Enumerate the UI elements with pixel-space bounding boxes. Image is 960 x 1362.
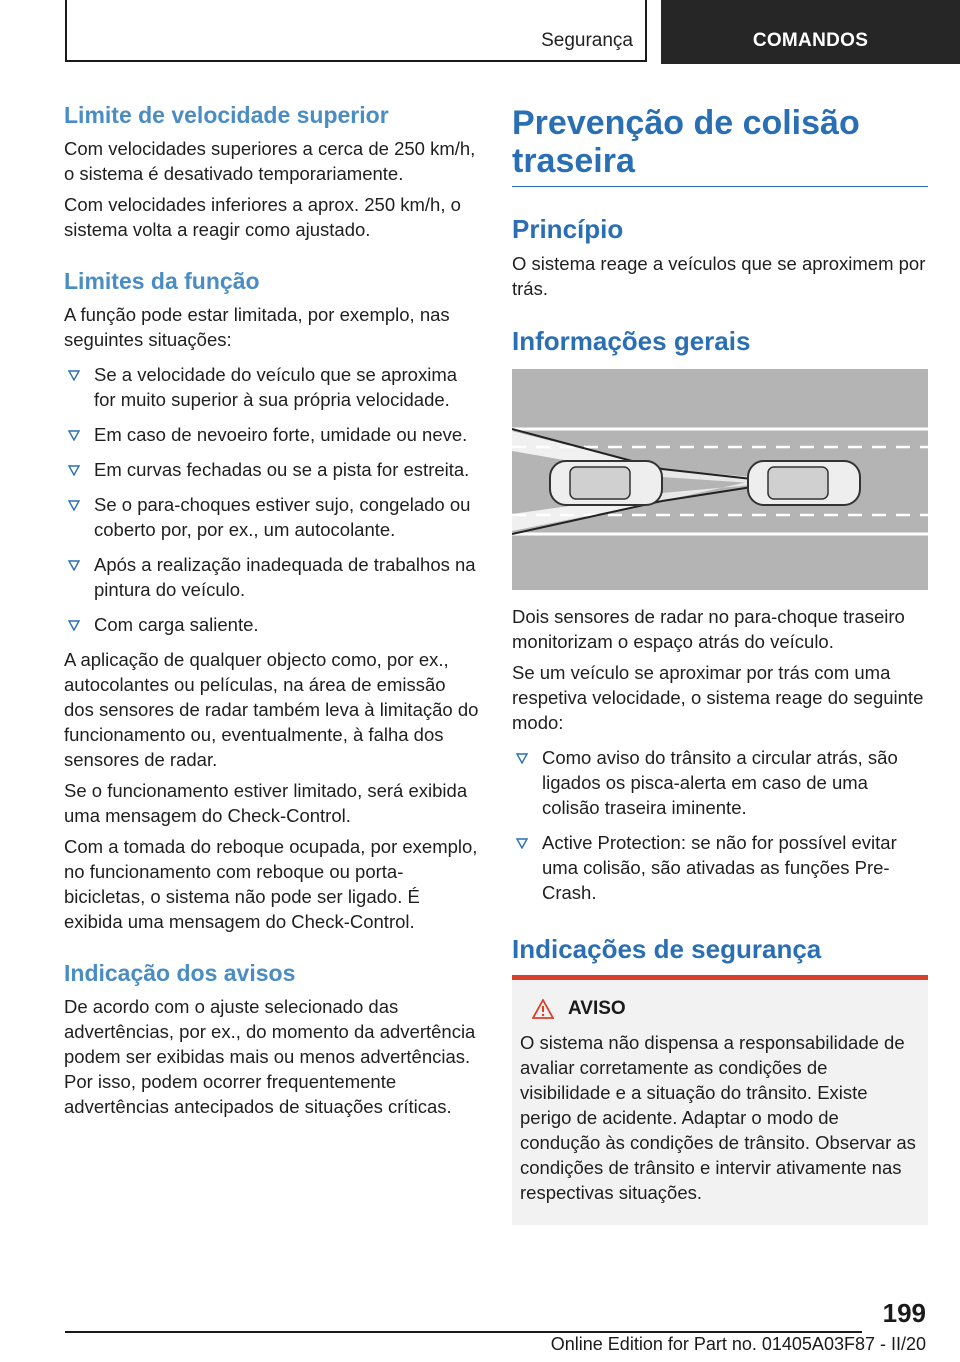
warning-box: [512, 975, 928, 1225]
heading-warning-display: Indicação dos avisos: [64, 960, 296, 986]
bullet-triangle-icon: [68, 500, 80, 511]
rear-radar-illustration: [512, 369, 928, 590]
warning-display-paragraph: De acordo com o ajuste selecionado das advertências, por ex., do momento da advertência podem ser exibidas mais ou menos advertências. Por isso, podem ocorrer frequentemente advertências antecipados de situações críticas.: [64, 996, 476, 1117]
general-info-paragraph-2: Se um veículo se aproximar por trás com uma respetiva velocidade, o sistema reage do seguinte modo:: [512, 662, 924, 733]
list-item: Após a realização inadequada de trabalhos na pintura do veículo.: [64, 552, 480, 602]
general-info-list: [512, 745, 928, 905]
warning-text: O sistema não dispensa a responsabilidade de avaliar corretamente as condições de visibilidade e a situação do trânsito. Existe perigo de acidente. Adaptar o modo de condução às condições de trânsito. Observar as condições de trânsito e intervir ativamente nas respectivas situações.: [520, 1032, 916, 1203]
own-car-icon: [550, 461, 662, 505]
heading-safety-notes: Indicações de segurança: [512, 934, 822, 964]
bullet-triangle-icon: [68, 465, 80, 476]
list-item: Se a velocidade do veículo que se aproxima for muito superior à sua própria velocidade.: [64, 362, 480, 412]
header-section-box: [65, 0, 647, 62]
bullet-triangle-icon: [68, 560, 80, 571]
list-item: Como aviso do trânsito a circular atrás, são ligados os pisca-alerta em caso de uma colisão traseira iminente.: [512, 745, 928, 820]
header-section-label: Segurança: [541, 30, 633, 51]
bullet-triangle-icon: [516, 838, 528, 849]
footer-edition: Online Edition for Part no. 01405A03F87 - II/20: [550, 1334, 926, 1354]
heading-general-info: Informações gerais: [512, 326, 751, 356]
function-limits-intro: A função pode estar limitada, por exemplo, nas seguintes situações:: [64, 304, 450, 350]
approaching-car-icon: [748, 461, 860, 505]
warning-triangle-icon: [532, 999, 554, 1019]
chapter-title: Prevenção de colisão traseira: [512, 104, 928, 187]
header-chapter-label: COMANDOS: [752, 30, 869, 51]
heading-principle: Princípio: [512, 214, 624, 244]
upper-limit-paragraph-2: Com velocidades inferiores a aprox. 250 km/h, o sistema volta a reagir como ajustado.: [64, 194, 461, 240]
function-limits-paragraph-2: Se o funcionamento estiver limitado, será exibida uma mensagem do Check-Control.: [64, 780, 468, 826]
bullet-triangle-icon: [516, 753, 528, 764]
principle-paragraph: O sistema reage a veículos que se aproximem por trás.: [512, 253, 926, 299]
page-number: 199: [882, 1298, 926, 1328]
list-item: Com carga saliente.: [64, 612, 480, 637]
heading-function-limits: Limites da função: [64, 268, 260, 294]
function-limits-paragraph-1: A aplicação de qualquer objecto como, por ex., autocolantes ou películas, na área de emissão dos sensores de radar também leva à limitação do funcionamento ou, eventualmente, à falha dos sensores de radar.: [64, 649, 479, 770]
header-chapter-tab: [661, 0, 960, 64]
list-item: Se o para-choques estiver sujo, congelado ou coberto por, por ex., um autocolante.: [64, 492, 480, 542]
bullet-triangle-icon: [68, 620, 80, 631]
right-column: [512, 104, 928, 1225]
heading-upper-limit: Limite de velocidade superior: [64, 102, 389, 128]
function-limits-list: [64, 362, 480, 637]
list-item: Em caso de nevoeiro forte, umidade ou neve.: [64, 422, 480, 447]
general-info-paragraph-1: Dois sensores de radar no para-choque traseiro monitorizam o espaço atrás do veículo.: [512, 606, 905, 652]
warning-label: AVISO: [568, 998, 626, 1019]
footer-divider: [65, 1331, 862, 1333]
function-limits-paragraph-3: Com a tomada do reboque ocupada, por exemplo, no funcionamento com reboque ou porta-bicicletas, o sistema não pode ser ligado. É exibida uma mensagem do Check-Control.: [64, 836, 478, 932]
upper-limit-paragraph-1: Com velocidades superiores a cerca de 250 km/h, o sistema é desativado temporariamente.: [64, 138, 476, 184]
left-column: [64, 100, 480, 1125]
bullet-triangle-icon: [68, 430, 80, 441]
list-item: Em curvas fechadas ou se a pista for estreita.: [64, 457, 480, 482]
list-item: Active Protection: se não for possível evitar uma colisão, são ativadas as funções Pre-Crash.: [512, 830, 928, 905]
bullet-triangle-icon: [68, 370, 80, 381]
